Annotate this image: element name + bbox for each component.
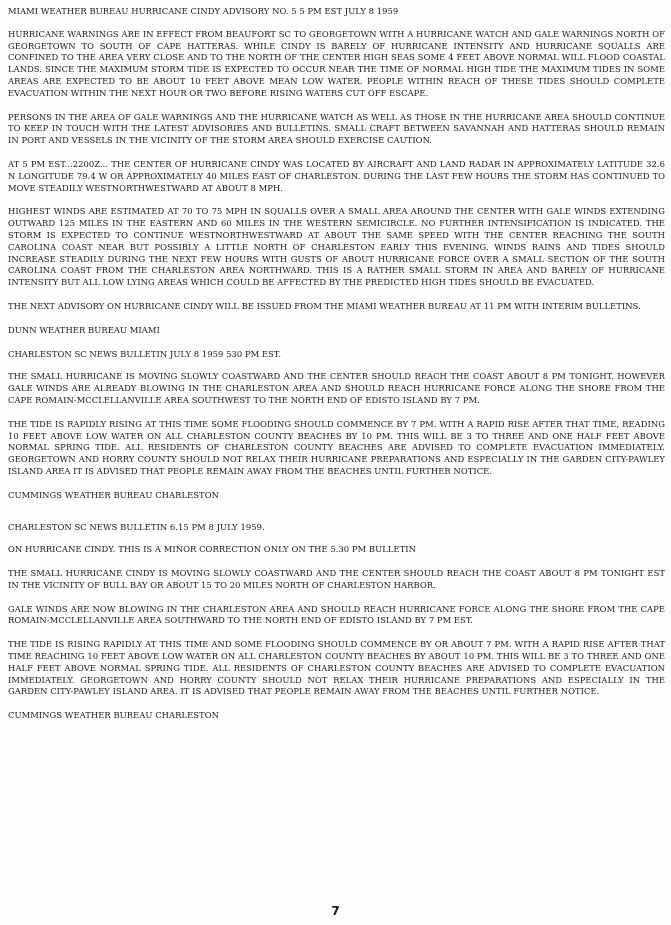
bulletin-530-paragraph-1: THE SMALL HURRICANE IS MOVING SLOWLY COASTWARD AND THE CENTER SHOULD REACH THE COAST ABOUT 8 PM TONIGHT. HOWEVER GALE WINDS ARE ALREADY BLOWING IN THE CHARLESTON AREA AND SHOULD REACH HURRICANE FORCE ALONG THE SHORE FROM THE CAPE ROMAIN-MCCLELLANVILLE AREA SOUTHWEST TO THE NORTH END OF EDISTO ISLAND BY 7 PM. xyxy=(8,371,665,405)
bulletin-615-paragraph-3: THE TIDE IS RISING RAPIDLY AT THIS TIME AND SOME FLOODING SHOULD COMMENCE BY OR ABOUT 7 PM. WITH A RAPID RISE AFTER THAT TIME REACHING 10 FEET ABOVE LOW WATER ON ALL CHARLESTON COUNTY BEACHES BY ABOUT 10 PM. THIS WILL BE 3 TO THREE AND ONE HALF FEET ABOVE NORMAL SPRING TIDE. ALL RESIDENTS OF CHARLESTON COUNTY BEACHES ARE ADVISED TO COMPLETE EVACUATION IMMEDIATELY. GEORGETOWN AND HORRY COUNTY SHOULD NOT RELAX THEIR HURRICANE PREPARATIONS AND ESPECIALLY IN THE GARDEN CITY-PAWLEY ISLAND AREA. IT IS ADVISED THAT PEOPLE REMAIN AWAY FROM THE BEACHES UNTIL FURTHER NOTICE. xyxy=(8,639,665,697)
section-gap xyxy=(8,514,665,522)
advisory-heading: MIAMI WEATHER BUREAU HURRICANE CINDY ADVISORY NO. 5 5 PM EST JULY 8 1959 xyxy=(8,6,399,16)
bulletin-615-paragraph-1: THE SMALL HURRICANE CINDY IS MOVING SLOWLY COASTWARD AND THE CENTER SHOULD REACH THE COAST ABOUT 8 PM TONIGHT EST IN THE VICINITY OF BULL BAY OR ABOUT 15 TO 20 MILES NORTH OF CHARLESTON HARBOR. xyxy=(8,568,665,590)
storm-location-paragraph: AT 5 PM EST...2200Z... THE CENTER OF HURRICANE CINDY WAS LOCATED BY AIRCRAFT AND LAND RADAR IN APPROXIMATELY LATITUDE 32.6 N LONGITUDE 79.4 W OR APPROXIMATELY 40 MILES EAST OF CHARLESTON. DURING THE LAST FEW HOURS THE STORM HAS CONTINUED TO MOVE STEADILY WESTNORTHWESTWARD AT ABOUT 8 MPH. xyxy=(8,158,665,193)
bulletin-heading-530: CHARLESTON SC NEWS BULLETIN JULY 8 1959 530 PM EST. xyxy=(8,348,282,359)
hurricane-warnings-paragraph: HURRICANE WARNINGS ARE IN EFFECT FROM BEAUFORT SC TO GEORGETOWN WITH A HURRICANE WATCH AND GALE WARNINGS NORTH OF GEORGETOWN TO SOUTH OF CAPE HATTERAS. WHILE CINDY IS BARELY OF HURRICANE INTENSITY AND HURRICANE SQUALLS ARE CONFINED TO THE AREA VERY CLOSE AND TO THE NORTH OF THE CENTER HIGH SEAS SOME 4 FEET ABOVE NORMAL WILL FLOOD COASTAL LANDS. SINCE THE MAXIMUM STORM TIDE IS EXPECTED TO OCCUR NEAR THE TIME OF NORMAL HIGH TIDE THE MAXIMUM TIDES IN SOME AREAS ARE EXPECTED TO BE ABOUT 10 FEET ABOVE MEAN LOW WATER. PEOPLE WITHIN REACH OF THESE TIDES SHOULD COMPLETE EVACUATION WITHIN THE NEXT HOUR OR TWO BEFORE RISING WATERS CUT OFF ESCAPE. xyxy=(8,28,665,98)
signature-cummings-2: CUMMINGS WEATHER BUREAU CHARLESTON xyxy=(8,710,219,721)
bulletin-615-paragraph-2: GALE WINDS ARE NOW BLOWING IN THE CHARLESTON AREA AND SHOULD REACH HURRICANE FORCE ALONG THE SHORE FROM THE CAPE ROMAIN-MCCLELLANVILLE AREA SOUTHWARD TO THE NORTH END OF EDISTO ISLAND BY 7 PM EST. xyxy=(8,603,665,626)
highest-winds-paragraph: HIGHEST WINDS ARE ESTIMATED AT 70 TO 75 MPH IN SQUALLS OVER A SMALL AREA AROUND THE CENTER WITH GALE WINDS EXTENDING OUTWARD 125 MILES IN THE EASTERN AND 60 MILES IN THE WESTERN SEMICIRCLE. NO FURTHER INTENSIFICATION IS INDICATED. THE STORM IS EXPECTED TO CONTINUE WESTNORTHWESTWARD AT ABOUT THE SAME SPEED WITH THE CENTER REACHING THE SOUTH CAROLINA COAST NEAR BUT POSSIBLY A LITTLE NORTH OF CHARLESTON EARLY THIS EVENING. WINDS RAINS AND TIDES SHOULD INCREASE STEADILY DURING THE NEXT FEW HOURS WITH GUSTS OF ABOUT HURRICANE FORCE OVER A SMALL SECTION OF THE SOUTH CAROLINA COAST FROM THE CHARLESTON AREA NORTHWARD. THIS IS A RATHER SMALL STORM IN AREA AND BARELY OF HURRICANE INTENSITY BUT ALL LOW LYING AREAS WHICH COULD BE AFFECTED BY THE PREDICTED HIGH TIDES SHOULD BE EVACUATED. xyxy=(8,206,665,288)
bulletin-530-paragraph-2: THE TIDE IS RAPIDLY RISING AT THIS TIME SOME FLOODING SHOULD COMMENCE BY 7 PM. WITH A RAPID RISE AFTER THAT TIME, READING 10 FEET ABOVE LOW WATER ON ALL CHARLESTON COUNTY BEACHES BY 10 PM. THIS WILL BE 3 TO THREE AND ONE HALF FEET ABOVE NORMAL SPRING TIDE. ALL RESIDENTS OF CHARLESTON COUNTY BEACHES ARE ADVISED TO COMPLETE EVACUATION IMMEDIATELY. GEORGETOWN AND HORRY COUNTY SHOULD NOT RELAX THEIR HURRICANE PREPARATIONS AND ESPECIALLY IN THE GARDEN CITY-PAWLEY ISLAND AREA IT IS ADVISED THAT PEOPLE REMAIN AWAY FROM THE BEACHES UNTIL FURTHER NOTICE. xyxy=(8,418,665,476)
next-advisory-paragraph: THE NEXT ADVISORY ON HURRICANE CINDY WILL BE ISSUED FROM THE MIAMI WEATHER BUREAU AT 11 PM WITH INTERIM BULLETINS. xyxy=(8,300,641,311)
gale-warnings-paragraph: PERSONS IN THE AREA OF GALE WARNINGS AND THE HURRICANE WATCH AS WELL AS THOSE IN THE HURRICANE AREA SHOULD CONTINUE TO KEEP IN TOUCH WITH THE LATEST ADVISORIES AND BULLETINS. SMALL CRAFT BETWEEN SAVANNAH AND HATTERAS SHOULD REMAIN IN PORT AND VESSELS IN THE VICINITY OF THE STORM AREA SHOULD EXERCISE CAUTION. xyxy=(8,111,665,146)
page-number: 7 xyxy=(331,904,340,918)
bulletin-heading-615: CHARLESTON SC NEWS BULLETIN 6.15 PM 8 JULY 1959. xyxy=(8,521,265,532)
signature-dunn: DUNN WEATHER BUREAU MIAMI xyxy=(8,324,160,335)
correction-note: ON HURRICANE CINDY. THIS IS A MINOR CORRECTION ONLY ON THE 5.30 PM BULLETIN xyxy=(8,544,416,555)
signature-cummings-1: CUMMINGS WEATHER BUREAU CHARLESTON xyxy=(8,489,219,500)
